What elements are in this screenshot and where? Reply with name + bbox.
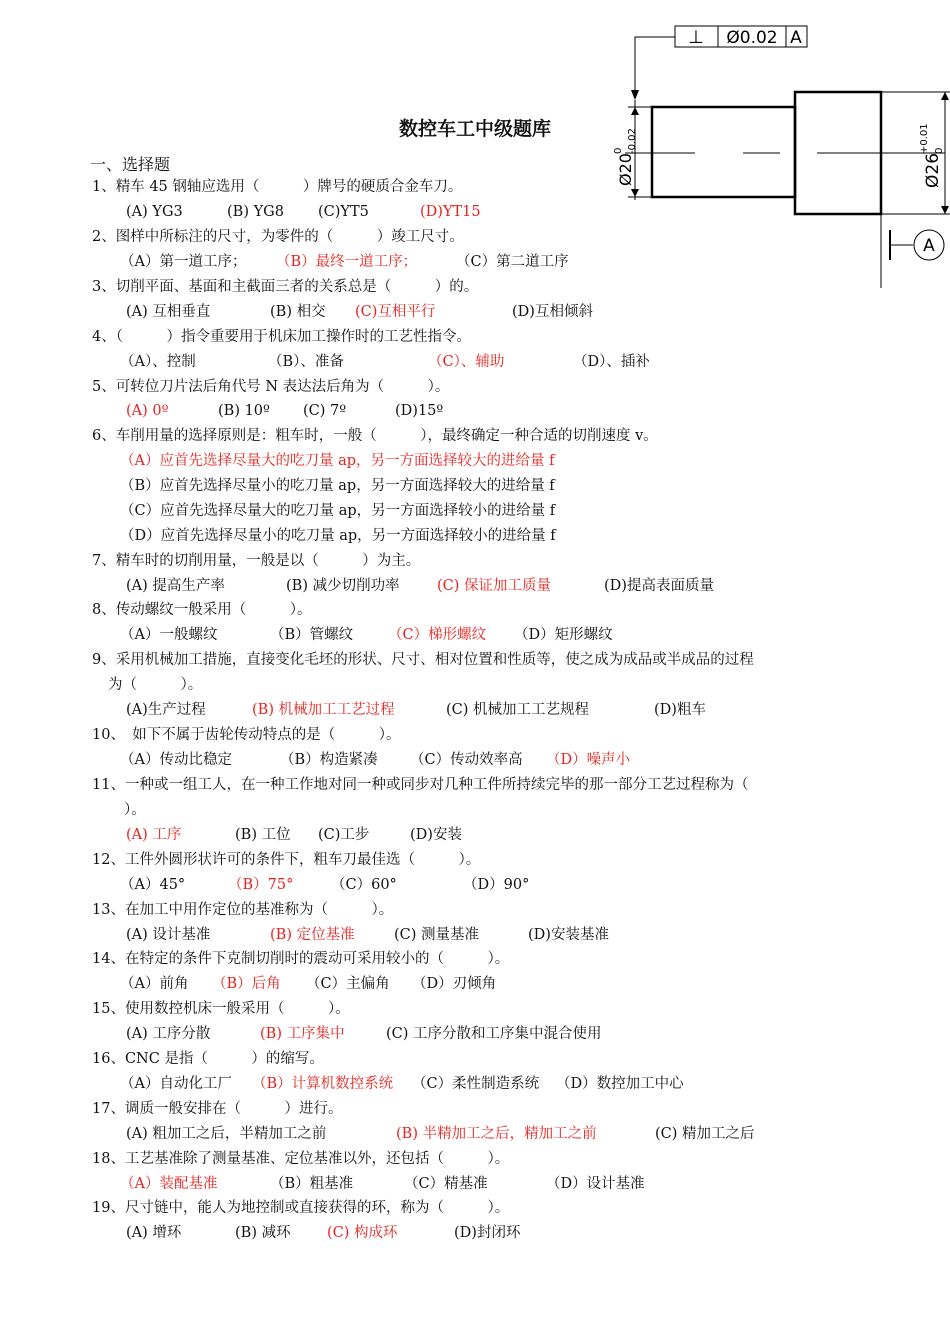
question-4-stem: 4、（ ）指令重要用于机床加工操作时的工艺性指令。 xyxy=(92,329,471,345)
question-12-option-d: （D）90° xyxy=(463,877,530,893)
question-16-option-d: （D）数控加工中心 xyxy=(556,1076,684,1092)
question-15-stem: 15、使用数控机床一般采用（ ）。 xyxy=(92,1001,350,1017)
question-1-option-d: (D)YT15 xyxy=(420,204,481,220)
question-14-option-b: （B）后角 xyxy=(212,976,281,992)
question-14-option-d: （D）刃倾角 xyxy=(412,976,497,992)
question-13-option-d: (D)安装基准 xyxy=(528,927,609,943)
question-11-stem: 11、一种或一组工人，在一种工作地对同一种或同步对几种工件所持续完毕的那一部分工艺过程称为（ xyxy=(92,777,749,793)
question-7-option-d: (D)提高表面质量 xyxy=(604,578,714,594)
question-4-option-d: （D）、插补 xyxy=(573,354,650,370)
question-10-option-b: （B）构造紧凑 xyxy=(280,752,378,768)
question-9-option-c: (C) 机械加工工艺规程 xyxy=(446,702,590,718)
question-1-stem: 1、精车 45 钢轴应选用（ ）牌号的硬质合金车刀。 xyxy=(92,179,463,195)
question-4-option-b: （B）、准备 xyxy=(268,354,344,370)
question-2-option-a: （A）第一道工序； xyxy=(120,254,247,270)
question-8-option-a: （A）一般螺纹 xyxy=(120,627,218,643)
question-14-option-a: （A）前角 xyxy=(120,976,189,992)
question-16-option-b: （B）计算机数控系统 xyxy=(252,1076,394,1092)
question-10-option-d: （D）噪声小 xyxy=(546,752,631,768)
question-16-option-a: （A）自动化工厂 xyxy=(120,1076,232,1092)
question-18-option-b: （B）粗基准 xyxy=(270,1176,354,1192)
question-3-option-a: (A) 互相垂直 xyxy=(126,304,211,320)
question-10-option-a: （A）传动比稳定 xyxy=(120,752,232,768)
question-19-option-b: (B) 减环 xyxy=(235,1225,291,1241)
question-18-stem: 18、工艺基准除了测量基准、定位基准以外，还包括（ ）。 xyxy=(92,1151,510,1167)
question-4-option-c: （C）、辅助 xyxy=(428,354,505,370)
question-10-stem: 10、 如下不属于齿轮传动特点的是（ ）。 xyxy=(92,727,401,743)
question-1-option-b: (B) YG8 xyxy=(227,204,284,220)
question-15-option-b: (B) 工序集中 xyxy=(260,1026,345,1042)
question-6-option-d: （D）应首先选择尽量小的吃刀量 ap，另一方面选择较小的进给量 f xyxy=(120,528,556,544)
large-diameter-dim: Ø26 xyxy=(923,152,943,188)
question-13-option-a: (A) 设计基准 xyxy=(126,927,211,943)
question-12-option-a: （A）45° xyxy=(120,877,186,893)
question-1-option-a: (A) YG3 xyxy=(126,204,183,220)
question-16-option-c: （C）柔性制造系统 xyxy=(412,1076,540,1092)
section-heading: 一、选择题 xyxy=(90,155,171,174)
small-diameter-lower-dev: -0.02 xyxy=(627,128,638,154)
small-diameter-dim: Ø20 xyxy=(616,153,635,186)
question-11-stem-continued: ）。 xyxy=(124,802,146,818)
question-17-stem: 17、调质一般安排在（ ）进行。 xyxy=(92,1101,343,1117)
large-diameter-upper-dev: +0.01 xyxy=(919,123,930,154)
question-15-option-a: (A) 工序分散 xyxy=(126,1026,211,1042)
question-3-option-c: (C)互相平行 xyxy=(355,304,436,320)
question-13-stem: 13、在加工中用作定位的基准称为（ ）。 xyxy=(92,902,394,918)
question-7-option-c: (C) 保证加工质量 xyxy=(437,578,552,594)
page-title: 数控车工中级题库 xyxy=(398,118,551,140)
large-diameter-lower-dev: 0 xyxy=(934,147,945,154)
question-4-option-a: （A）、控制 xyxy=(120,354,196,370)
question-19-option-c: (C) 构成环 xyxy=(327,1225,398,1241)
datum-a-label: A xyxy=(923,236,935,256)
question-6-option-a: （A）应首先选择尽量大的吃刀量 ap，另一方面选择较大的进给量 f xyxy=(120,453,555,469)
question-5-option-a: (A) 0º xyxy=(126,403,169,419)
question-1-option-c: (C)YT5 xyxy=(318,204,369,220)
question-10-option-c: （C）传动效率高 xyxy=(410,752,523,768)
question-9-stem: 9、采用机械加工措施，直接变化毛坯的形状、尺寸、相对位置和性质等，使之成为成品或半成品的过程 xyxy=(92,652,754,668)
question-17-option-b: (B) 半精加工之后，精加工之前 xyxy=(396,1126,597,1142)
question-11-option-c: (C)工步 xyxy=(318,827,370,843)
question-13-option-c: (C) 测量基准 xyxy=(394,927,480,943)
question-8-option-c: （C）梯形螺纹 xyxy=(388,627,487,643)
question-7-stem: 7、精车时的切削用量，一般是以（ ）为主。 xyxy=(92,553,421,569)
question-3-stem: 3、切削平面、基面和主截面三者的关系总是（ ）的。 xyxy=(92,279,479,295)
question-9-option-d: (D)粗车 xyxy=(654,702,706,718)
question-6-option-b: （B）应首先选择尽量小的吃刀量 ap，另一方面选择较大的进给量 f xyxy=(120,478,555,494)
question-17-option-c: (C) 精加工之后 xyxy=(655,1126,755,1142)
question-3-option-d: (D)互相倾斜 xyxy=(512,304,593,320)
question-9-option-b: (B) 机械加工工艺过程 xyxy=(252,702,395,718)
tolerance-datum: A xyxy=(790,28,802,48)
question-15-option-c: (C) 工序分散和工序集中混合使用 xyxy=(386,1026,602,1042)
question-12-stem: 12、工件外圆形状许可的条件下，粗车刀最佳选（ ）。 xyxy=(92,852,481,868)
question-16-stem: 16、CNC 是指（ ）的缩写。 xyxy=(92,1051,324,1067)
question-19-option-d: (D)封闭环 xyxy=(454,1225,521,1241)
question-18-option-c: （C）精基准 xyxy=(404,1176,488,1192)
question-14-option-c: （C）主偏角 xyxy=(306,976,390,992)
question-11-option-b: (B) 工位 xyxy=(235,827,291,843)
question-17-option-a: (A) 粗加工之后，半精加工之前 xyxy=(126,1126,327,1142)
question-5-stem: 5、可转位刀片法后角代号 N 表达法后角为（ ）。 xyxy=(92,379,450,395)
question-12-option-b: （B）75° xyxy=(228,877,294,893)
question-6-stem: 6、车削用量的选择原则是：粗车时，一般（ ），最终确定一种合适的切削速度 v。 xyxy=(92,428,658,444)
tolerance-value: Ø0.02 xyxy=(726,28,778,48)
question-9-option-a: (A)生产过程 xyxy=(126,702,206,718)
question-19-stem: 19、尺寸链中，能人为地控制或直接获得的环，称为（ ）。 xyxy=(92,1200,510,1216)
question-5-option-b: (B) 10º xyxy=(218,403,270,419)
question-3-option-b: (B) 相交 xyxy=(270,304,326,320)
question-18-option-a: （A）装配基准 xyxy=(120,1176,218,1192)
question-7-option-b: (B) 减少切削功率 xyxy=(286,578,400,594)
question-19-option-a: (A) 增环 xyxy=(126,1225,182,1241)
question-18-option-d: （D）设计基准 xyxy=(546,1176,645,1192)
question-2-option-c: （C）第二道工序 xyxy=(456,254,569,270)
question-9-stem-continued: 为（ ）。 xyxy=(108,677,203,693)
question-7-option-a: (A) 提高生产率 xyxy=(126,578,225,594)
question-8-option-b: （B）管螺纹 xyxy=(270,627,354,643)
question-11-option-a: (A) 工序 xyxy=(126,827,182,843)
question-2-option-b: （B）最终一道工序； xyxy=(276,254,418,270)
small-diameter-upper-dev: 0 xyxy=(613,147,624,154)
question-8-stem: 8、传动螺纹一般采用（ ）。 xyxy=(92,602,312,618)
shaft-drawing xyxy=(600,20,950,290)
question-12-option-c: （C）60° xyxy=(331,877,397,893)
question-11-option-d: (D)安装 xyxy=(410,827,462,843)
question-8-option-d: （D）矩形螺纹 xyxy=(514,627,613,643)
question-5-option-c: (C) 7º xyxy=(303,403,347,419)
question-14-stem: 14、在特定的条件下克制切削时的震动可采用较小的（ ）。 xyxy=(92,951,510,967)
question-2-stem: 2、图样中所标注的尺寸，为零件的（ ）竣工尺寸。 xyxy=(92,229,464,245)
question-6-option-c: （C）应首先选择尽量大的吃刀量 ap，另一方面选择较小的进给量 f xyxy=(120,503,556,519)
perpendicularity-symbol: ⊥ xyxy=(688,27,704,48)
question-13-option-b: (B) 定位基准 xyxy=(270,927,355,943)
question-5-option-d: (D)15º xyxy=(395,403,444,419)
